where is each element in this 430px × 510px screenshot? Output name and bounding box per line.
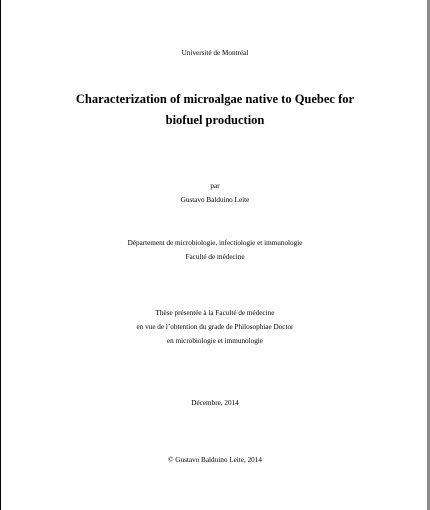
university-name: Université de Montréal bbox=[181, 49, 249, 57]
thesis-line-2: en vue de l’obtention du grade de Philosophiae Doctor bbox=[136, 323, 294, 331]
title-line-2: biofuel production bbox=[165, 113, 265, 127]
author-name: Gustavo Balduino Leite bbox=[180, 196, 250, 204]
copyright-notice: © Gustavo Balduino Leite, 2014 bbox=[168, 456, 262, 464]
author-prefix: par bbox=[210, 182, 220, 190]
thesis-statement bbox=[0, 306, 430, 348]
university-block bbox=[0, 46, 430, 60]
author-block bbox=[0, 179, 430, 207]
department-name: Département de microbiologie, infectiologie et immunologie bbox=[127, 239, 303, 247]
thesis-line-1: Thèse présentée à la Faculté de médecine bbox=[155, 309, 275, 317]
date-block bbox=[0, 396, 430, 410]
department-block bbox=[0, 236, 430, 264]
faculty-name: Faculté de médecine bbox=[185, 253, 245, 261]
copyright-block bbox=[0, 453, 430, 467]
thesis-title bbox=[0, 89, 430, 131]
title-line-1: Characterization of microalgae native to Quebec for bbox=[75, 92, 355, 106]
submission-date: Décembre, 2014 bbox=[191, 399, 239, 407]
thesis-line-3: en microbiologie et immunologie bbox=[166, 337, 263, 345]
